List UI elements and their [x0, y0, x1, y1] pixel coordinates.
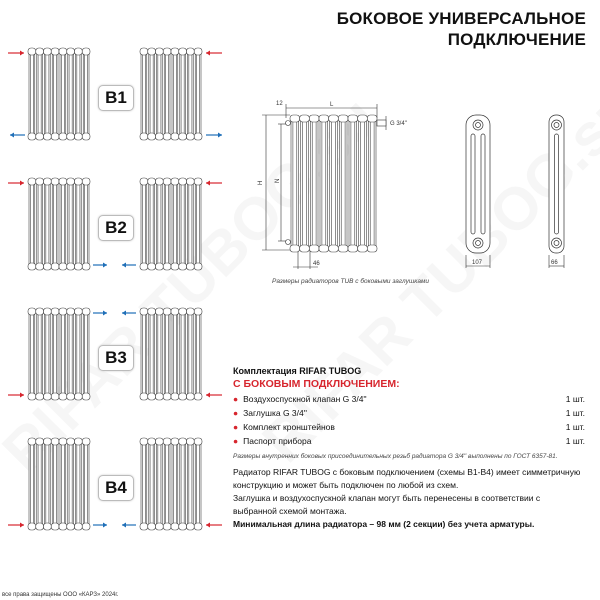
copyright: все права защищены ООО «КАРЗ» 2024г. [2, 592, 119, 598]
scheme-label-b4: B4 [98, 475, 134, 501]
scheme-label-b1: B1 [98, 85, 134, 111]
bullet-icon: ● [233, 422, 239, 432]
radiator-side-view-107 [466, 115, 490, 253]
radiator-icon [28, 308, 90, 400]
bullet-icon: ● [233, 408, 239, 418]
kit-note: Размеры внутренних боковых присоединительных резьб радиатора G 3/4'' выполнены по ГОСТ 6357-81. [233, 453, 558, 460]
bullet-icon: ● [233, 436, 239, 446]
return-arrow-icon [122, 523, 136, 528]
scheme-label-b2: B2 [98, 215, 134, 241]
drawing-caption: Размеры радиаторов TUB с боковыми заглушками [272, 278, 430, 285]
kit-item [233, 422, 585, 432]
kit-item [233, 436, 585, 446]
kit-item-qty: 1 шт. [565, 422, 585, 432]
title-line1: БОКОВОЕ УНИВЕРСАЛЬНОЕ [336, 9, 586, 28]
kit-item-name: Комплект кронштейнов [243, 422, 335, 432]
description-p1: Радиатор RIFAR TUBOG с боковым подключением (схемы B1-B4) имеет симметричную конструкцию и может быть подключен по любой из схем. [233, 467, 581, 490]
description-p2: Заглушка и воздухоспускной клапан могут быть перенесены в соответствии с выбранной схемой монтажа. [233, 493, 541, 516]
radiator-front-view [286, 115, 387, 252]
dim-46: 46 [313, 261, 320, 267]
dim-12: 12 [276, 101, 283, 107]
supply-arrow-icon [206, 393, 222, 398]
supply-arrow-icon [8, 393, 24, 398]
description-p3: Минимальная длина радиатора – 98 мм (2 секции) без учета арматуры. [233, 519, 535, 529]
kit-item [233, 394, 585, 404]
return-arrow-icon [93, 311, 107, 316]
dim-107: 107 [472, 260, 483, 266]
kit-item-name: Заглушка G 3/4'' [243, 408, 307, 418]
kit-item-name: Паспорт прибора [243, 436, 312, 446]
kit-section [233, 366, 585, 460]
kit-item-qty: 1 шт. [565, 436, 585, 446]
return-arrow-icon [122, 311, 136, 316]
kit-item-name: Воздухоспускной клапан G 3/4'' [243, 394, 367, 404]
dim-L: L [330, 102, 334, 108]
radiator-icon [140, 308, 202, 400]
return-arrow-icon [93, 523, 107, 528]
radiator-side-view-66 [549, 115, 564, 253]
kit-item-qty: 1 шт. [565, 394, 585, 404]
kit-item [233, 408, 585, 418]
dim-66: 66 [551, 260, 558, 266]
radiator-icon [28, 438, 90, 530]
supply-arrow-icon [8, 523, 24, 528]
kit-heading: Комплектация RIFAR TUBOG [233, 366, 362, 376]
bullet-icon: ● [233, 394, 239, 404]
dim-N: N [275, 178, 281, 183]
radiator-icon [290, 115, 377, 252]
scheme-label-b3: B3 [98, 345, 134, 371]
supply-arrow-icon [206, 523, 222, 528]
radiator-icon [140, 438, 202, 530]
description [233, 466, 585, 531]
title-line2: ПОДКЛЮЧЕНИЕ [447, 30, 586, 49]
dim-H: H [258, 180, 264, 185]
thread-size: G 3/4'' [390, 121, 407, 127]
kit-item-qty: 1 шт. [565, 408, 585, 418]
kit-subheading: С БОКОВЫМ ПОДКЛЮЧЕНИЕМ: [233, 378, 400, 390]
